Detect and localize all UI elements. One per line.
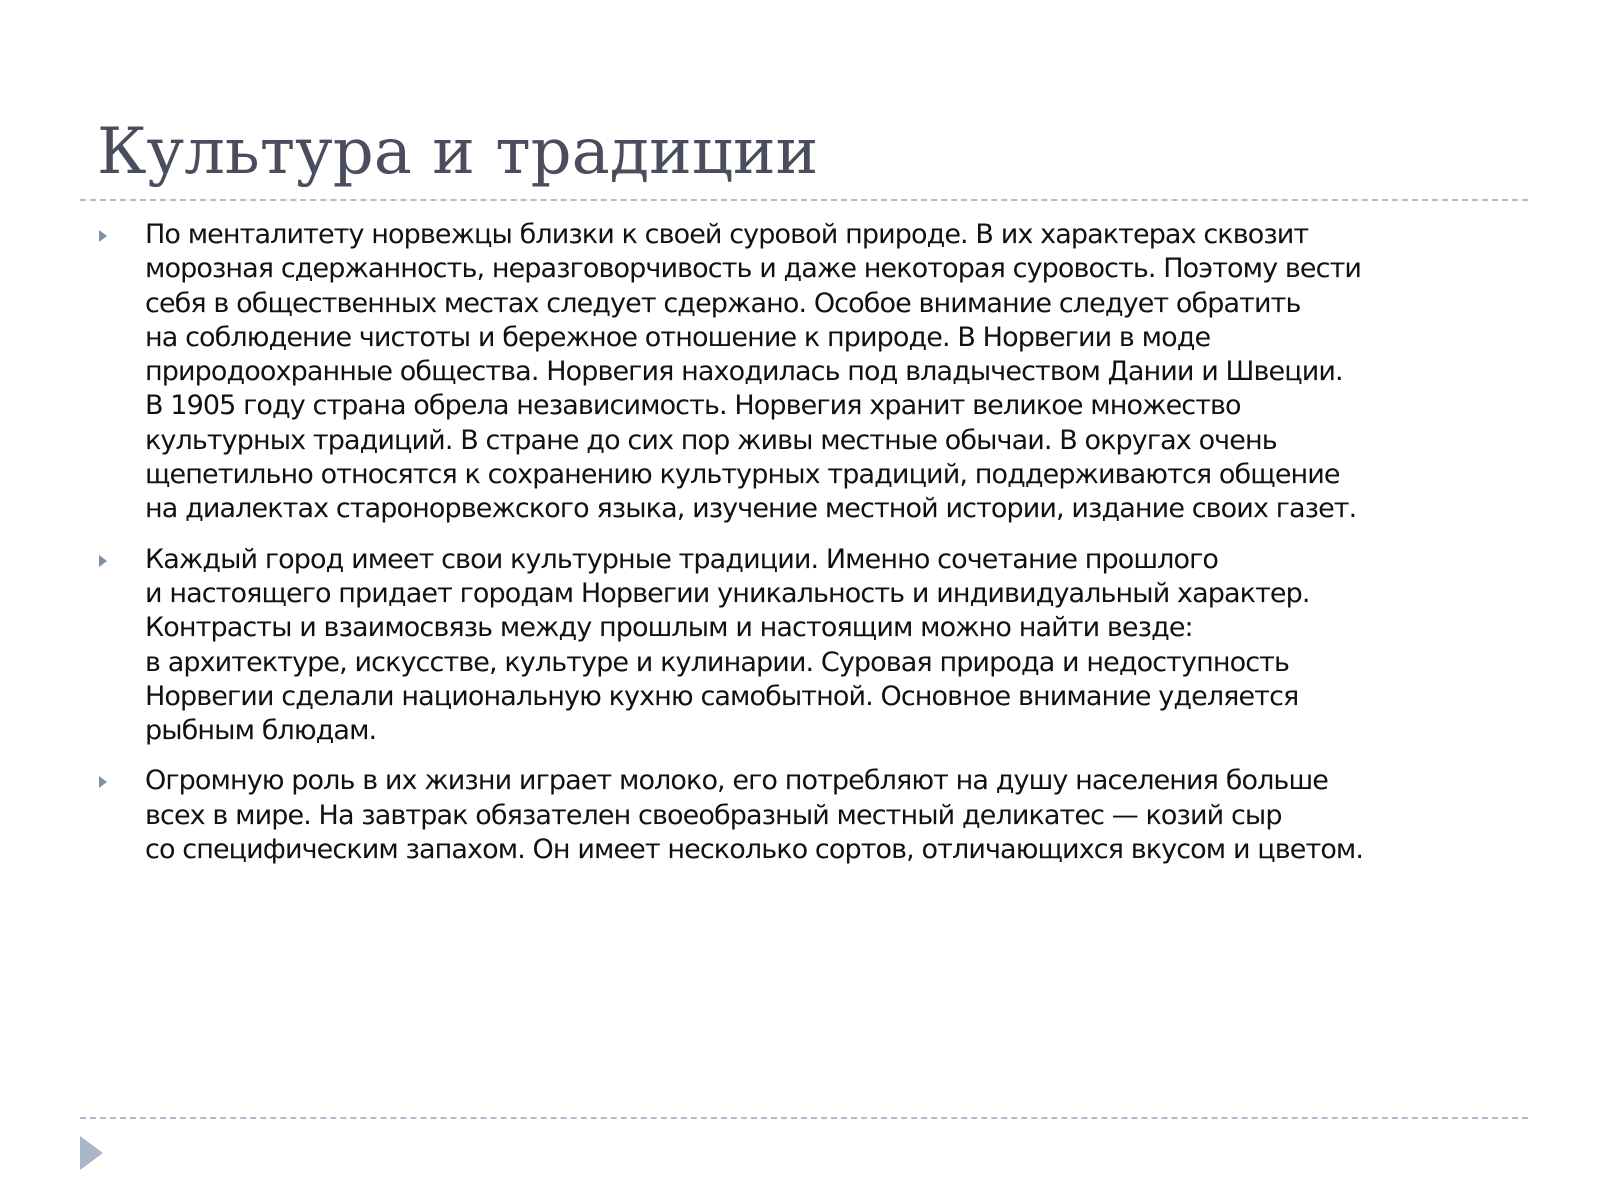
text-line: морозная сдержанность, неразговорчивость и даже некоторая суровость. Поэтому вести — [145, 253, 1362, 285]
text-line: Огромную роль в их жизни играет молоко, его потребляют на душу населения больше — [145, 765, 1328, 797]
bullet-text — [145, 218, 1517, 527]
text-line: В 1905 году страна обрела независимость. Норвегия хранит великое множество — [145, 390, 1241, 422]
bullet-text — [145, 764, 1517, 867]
bullet-list — [97, 218, 1517, 883]
text-line: всех в мире. На завтрак обязателен своеобразный местный деликатес — козий сыр — [145, 799, 1282, 831]
title-divider — [80, 199, 1528, 201]
text-line: со специфическим запахом. Он имеет несколько сортов, отличающихся вкусом и цветом. — [145, 834, 1364, 866]
bullet-item — [97, 218, 1517, 527]
text-line: на диалектах старонорвежского языка, изучение местной истории, издание своих газет. — [145, 493, 1357, 525]
text-line: в архитектуре, искусстве, культуре и кулинарии. Суровая природа и недоступность — [145, 646, 1289, 678]
text-line: Норвегии сделали национальную кухню самобытной. Основное внимание уделяется — [145, 680, 1299, 712]
text-line: рыбным блюдам. — [145, 715, 377, 747]
text-line: культурных традиций. В стране до сих пор живы местные обычаи. В округах очень — [145, 424, 1277, 456]
text-line: щепетильно относятся к сохранению культурных традиций, поддерживаются общение — [145, 459, 1340, 491]
text-line: и настоящего придает городам Норвегии уникальность и индивидуальный характер. — [145, 577, 1310, 609]
text-line: Каждый город имеет свои культурные традиции. Именно сочетание прошлого — [145, 543, 1219, 575]
text-line: себя в общественных местах следует сдержано. Особое внимание следует обратить — [145, 287, 1301, 319]
bullet-item — [97, 764, 1517, 867]
text-line: природоохранные общества. Норвегия находилась под владычеством Дании и Швеции. — [145, 356, 1343, 388]
text-line: Контрасты и взаимосвязь между прошлым и настоящим можно найти везде: — [145, 612, 1193, 644]
footer-divider — [80, 1117, 1528, 1119]
text-line: По менталитету норвежцы близки к своей суровой природе. В их характерах сквозит — [145, 219, 1309, 250]
slide-title: Культура и традиции — [97, 115, 819, 189]
bullet-text — [145, 543, 1517, 749]
corner-arrow-icon — [80, 1136, 103, 1170]
bullet-arrow-icon — [99, 776, 107, 788]
bullet-arrow-icon — [99, 230, 107, 242]
bullet-item — [97, 543, 1517, 749]
text-line: на соблюдение чистоты и бережное отношение к природе. В Норвегии в моде — [145, 321, 1211, 353]
bullet-arrow-icon — [99, 555, 107, 567]
